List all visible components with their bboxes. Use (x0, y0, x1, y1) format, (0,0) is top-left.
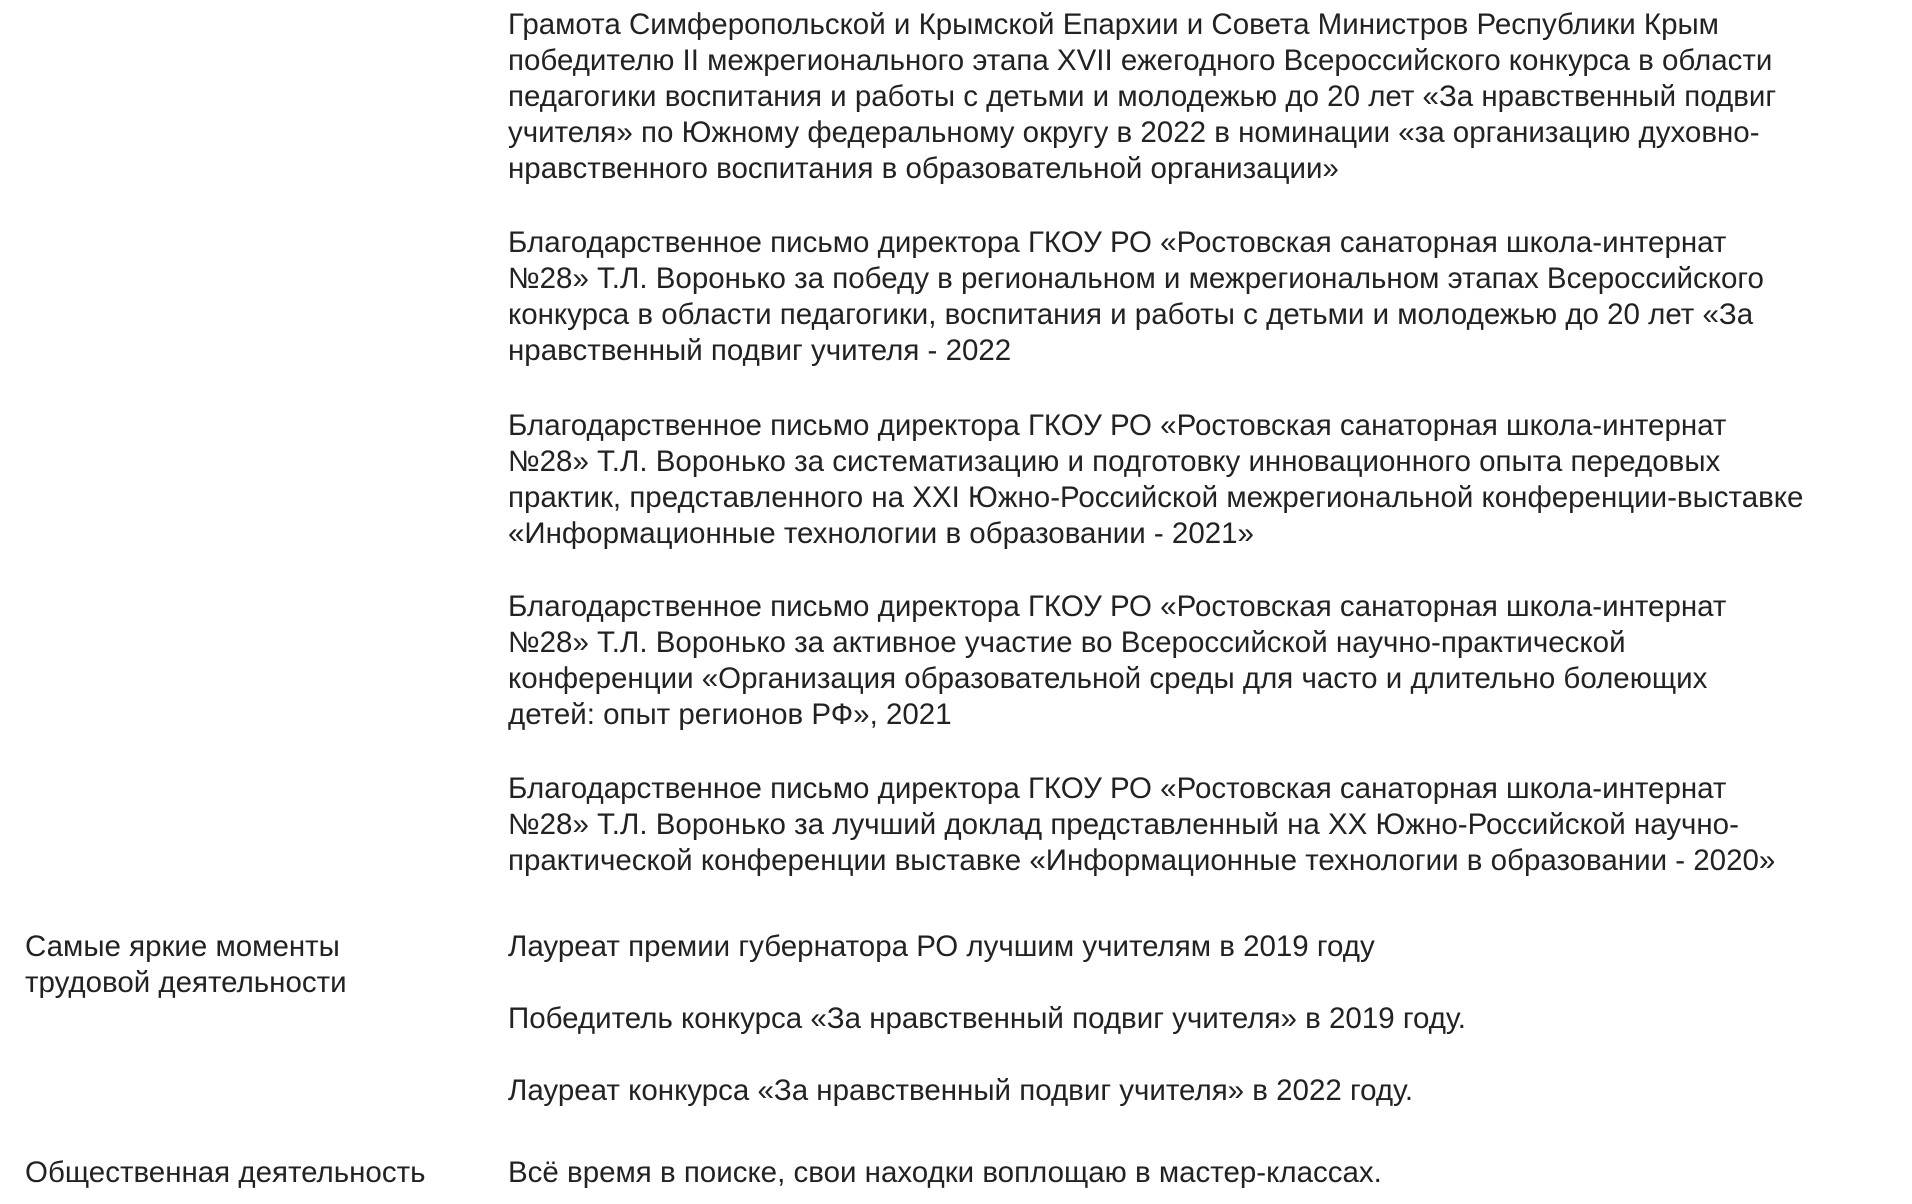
highlight-paragraph: Победитель конкурса «За нравственный подвиг учителя» в 2019 году. (508, 1002, 1466, 1035)
row-label-public-activity: Общественная деятельность (25, 1156, 426, 1189)
award-paragraph: Грамота Симферопольской и Крымской Епархии и Совета Министров Республики Крым победителю II межрегионального этапа XVII ежегодного Всероссийского конкурса в области педагогики воспитания и работы с детьми и молодежью до 20 лет «За нравственный подвиг учителя» по Южному федеральному округу в 2022 в номинации «за организацию духовно- нравственного воспитания в образовательной организации» (508, 8, 1777, 185)
public-activity-paragraph: Всё время в поиске, свои находки воплощаю в мастер-классах. (508, 1156, 1382, 1189)
highlight-paragraph: Лауреат конкурса «За нравственный подвиг учителя» в 2022 году. (508, 1074, 1414, 1107)
award-paragraph: Благодарственное письмо директора ГКОУ РО «Ростовская санаторная школа-интернат №28» Т.Л. Воронько за лучший доклад представленный на XX Южно-Российской научно- практической конференции выставке «Информационные технологии в образовании - 2020» (508, 772, 1776, 877)
award-paragraph: Благодарственное письмо директора ГКОУ РО «Ростовская санаторная школа-интернат №28» Т.Л. Воронько за систематизацию и подготовку инновационного опыта передовых практик, представленного на XXI Южно-Российской межрегиональной конференции-выставке «Информационные технологии в образовании - 2021» (508, 409, 1804, 550)
award-paragraph: Благодарственное письмо директора ГКОУ РО «Ростовская санаторная школа-интернат №28» Т.Л. Воронько за победу в региональном и межрегиональном этапах Всероссийского конкурса в области педагогики, воспитания и работы с детьми и молодежью до 20 лет «За нравственный подвиг учителя - 2022 (508, 226, 1764, 367)
highlight-paragraph: Лауреат премии губернатора РО лучшим учителям в 2019 году (508, 930, 1375, 963)
award-paragraph: Благодарственное письмо директора ГКОУ РО «Ростовская санаторная школа-интернат №28» Т.Л. Воронько за активное участие во Всероссийской научно-практической конференции «Организация образовательной среды для часто и длительно болеющих детей: опыт регионов РФ», 2021 (508, 590, 1727, 731)
row-label-highlights: Самые яркие моменты трудовой деятельности (25, 930, 347, 999)
